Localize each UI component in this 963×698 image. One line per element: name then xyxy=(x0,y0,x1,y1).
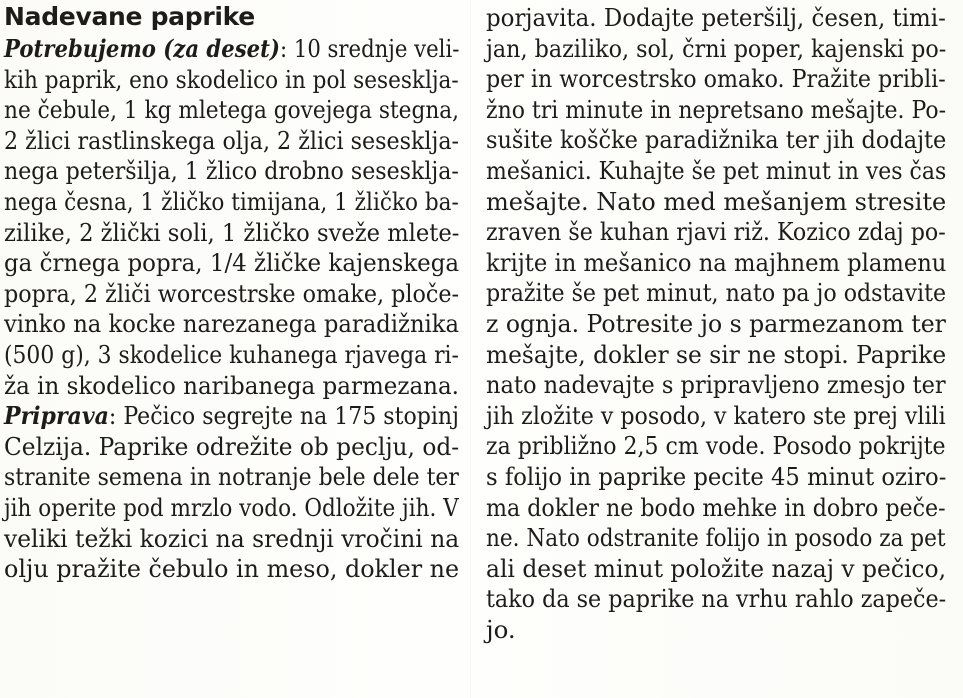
left-column xyxy=(4,0,459,585)
preparation-line: s folijo in paprike pecite 45 minut oziro- xyxy=(486,461,947,491)
preparation-line: mešajte. Nato med mešanjem stresite xyxy=(486,186,947,216)
preparation-line: jan, baziliko, sol, črni poper, kajenski po- xyxy=(486,33,947,63)
ingredients-line: ža in skodelico naribanega parmezana. xyxy=(4,370,459,400)
preparation-line: ali deset minut položite nazaj v pečico, xyxy=(486,553,947,583)
preparation-line: per in worcestrsko omako. Pražite pribli- xyxy=(486,64,946,94)
ingredients-line: (500 g), 3 skodelice kuhanega rjavega ri- xyxy=(4,339,459,369)
ingredients-line: vinko na kocke narezanega paradižnika xyxy=(4,309,460,339)
preparation-line: sušite koščke paradižnika ter jih dodajte xyxy=(486,125,947,155)
preparation-line: mešajte, dokler se sir ne stopi. Paprike xyxy=(486,339,947,369)
preparation-line: z ognja. Potresite jo s parmezanom ter xyxy=(486,308,946,338)
preparation-line: porjavita. Dodajte peteršilj, česen, timi- xyxy=(486,3,946,32)
preparation-line: mešanici. Kuhajte še pet minut in ves čas xyxy=(486,155,947,185)
column-divider xyxy=(470,0,471,698)
preparation-line: Celzija. Paprike odrežite ob peclju, od- xyxy=(4,431,460,461)
preparation-line-1: Priprava: Pečico segrejte na 175 stopinj xyxy=(4,401,459,431)
ingredients-line: 2 žlici rastlinskega olja, 2 žlici sesesklja- xyxy=(4,125,460,155)
preparation-line: ma dokler ne bodo mehke in dobro peče- xyxy=(486,492,946,522)
preparation-line: nato nadevajte s pripravljeno zmesjo ter xyxy=(486,370,946,400)
ingredients-line: kih paprik, eno skodelico in pol sesesklja- xyxy=(4,64,459,94)
preparation-line: stranite semena in notranje bele dele ter xyxy=(4,462,459,492)
ingredients-line: ne čebule, 1 kg mletega govejega stegna, xyxy=(4,95,460,125)
preparation-line: pražite še pet minut, nato pa jo odstavite xyxy=(486,278,947,308)
recipe-title: Nadevane paprike xyxy=(4,2,255,31)
preparation-line: zraven še kuhan rjavi riž. Kozico zdaj po- xyxy=(486,217,946,247)
preparation-line: olju pražite čebulo in meso, dokler ne xyxy=(4,554,460,584)
preparation-line: ne. Nato odstranite folijo in posodo za pet xyxy=(486,523,946,553)
preparation-line: krijte in mešanico na majhnem plamenu xyxy=(486,247,947,277)
preparation-line: jih zložite v posodo, v katero ste prej vlili xyxy=(486,400,946,430)
ingredients-line: nega česna, 1 žličko timijana, 1 žličko ba- xyxy=(4,186,459,216)
preparation-line: žno tri minute in nepretsano mešajte. Po- xyxy=(486,94,947,124)
ingredients-label: Potrebujemo (za deset) xyxy=(4,34,280,63)
preparation-line: veliki težki kozici na srednji vročini na xyxy=(4,523,460,553)
preparation-line: za približno 2,5 cm vode. Posodo pokrijte xyxy=(486,431,946,461)
ingredients-line: nega peteršilja, 1 žlico drobno sesesklja- xyxy=(4,156,459,186)
preparation-line: tako da se paprike na vrhu rahlo zapeče- xyxy=(486,584,947,614)
ingredients-line: popra, 2 žliči worcestrske omake, ploče- xyxy=(4,278,460,308)
ingredients-line-1: Potrebujemo (za deset): 10 srednje veli- xyxy=(4,34,460,63)
preparation-line: jih operite pod mrzlo vodo. Odložite jih. V xyxy=(4,492,459,522)
right-column xyxy=(486,3,946,645)
preparation-line: jo. xyxy=(486,614,516,644)
ingredients-line: zilike, 2 žlički soli, 1 žličko sveže mlete- xyxy=(4,217,460,247)
preparation-label: Priprava xyxy=(4,401,109,431)
ingredients-line: ga črnega popra, 1/4 žličke kajenskega xyxy=(4,248,460,278)
